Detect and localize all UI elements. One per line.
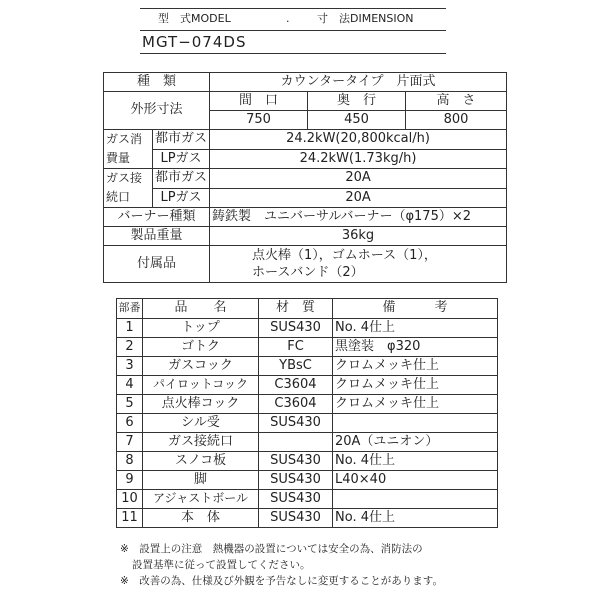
weight-label: 製品重量 (104, 227, 210, 246)
note-installation: ※ 設置上の注意 熱機器の設置については安全の為、消防法の (120, 543, 423, 555)
spec-row-weight (104, 227, 507, 246)
connection-city-value: 20A (210, 169, 507, 189)
spec-table (103, 72, 507, 283)
header-remarks: 備 考 (333, 299, 498, 319)
remarks: クロムメッキ仕上 (333, 376, 498, 395)
spec-row-connection-city (104, 169, 507, 189)
part-no: 6 (117, 414, 143, 433)
part-name: 脚 (143, 471, 259, 490)
part-name: ガスコック (143, 357, 259, 376)
header-mid-rule (140, 30, 446, 31)
city-gas-label: 都市ガス (153, 130, 210, 150)
table-row (117, 452, 498, 471)
table-row (117, 338, 498, 357)
note-installation-cont: 設置基準に従って設置してください。 (132, 559, 311, 571)
table-row (117, 471, 498, 490)
header-part-name: 品 名 (143, 299, 259, 319)
part-name: 本 体 (143, 509, 259, 528)
consumption-city-value: 24.2kW(20,800kcal/h) (210, 130, 507, 150)
parts-table (116, 298, 498, 528)
material (259, 433, 333, 452)
part-name: アジャストボール (143, 490, 259, 509)
table-row (117, 357, 498, 376)
accessories-label: 付属品 (104, 246, 210, 283)
part-name: 点火棒コック (143, 395, 259, 414)
city-gas-label-2: 都市ガス (153, 169, 210, 189)
gas-consumption-label: ガス消費量 (104, 130, 153, 169)
table-row (117, 490, 498, 509)
material: FC (259, 338, 333, 357)
dims-height-value: 800 (406, 111, 507, 130)
part-no: 10 (117, 490, 143, 509)
accessories-line-2: ホースバンド（2） (252, 265, 364, 280)
table-row (117, 395, 498, 414)
remarks: L40×40 (333, 471, 498, 490)
connection-lp-value: 20A (210, 188, 507, 208)
dimension-label: 寸 法DIMENSION (317, 12, 414, 25)
material: SUS430 (259, 509, 333, 528)
header-row (140, 10, 446, 28)
model-label: 型 式MODEL (158, 12, 231, 25)
material: C3604 (259, 395, 333, 414)
dims-width-value: 750 (210, 111, 308, 130)
dims-label: 外形寸法 (104, 92, 210, 130)
remarks: No. 4仕上 (333, 452, 498, 471)
table-row (117, 319, 498, 338)
part-no: 7 (117, 433, 143, 452)
header-material: 材 質 (259, 299, 333, 319)
dims-depth-label: 奥 行 (308, 92, 406, 111)
type-value: カウンタータイプ 片面式 (210, 73, 507, 92)
lp-gas-label-2: LPガス (153, 188, 210, 208)
model-number: MGT−074DS (142, 33, 247, 51)
note-changes: ※ 改善の為、仕様及び外観を予告なしに変更することがあります。 (120, 575, 443, 587)
burner-label: バーナー種類 (104, 208, 210, 227)
parts-header-row (117, 299, 498, 319)
remarks: No. 4仕上 (333, 319, 498, 338)
part-no: 9 (117, 471, 143, 490)
spec-row-connection-lp (104, 188, 507, 208)
remarks: 黒塗装 φ320 (333, 338, 498, 357)
table-row (117, 414, 498, 433)
material: C3604 (259, 376, 333, 395)
lp-gas-label: LPガス (153, 149, 210, 169)
part-no: 11 (117, 509, 143, 528)
table-row (117, 376, 498, 395)
part-no: 4 (117, 376, 143, 395)
gas-connection-label: ガス接続口 (104, 169, 153, 208)
part-name: ゴトク (143, 338, 259, 357)
table-row (117, 433, 498, 452)
material: SUS430 (259, 471, 333, 490)
part-no: 2 (117, 338, 143, 357)
accessories-line-1: 点火棒（1），ゴムホース（1）， (252, 248, 437, 263)
spec-row-type (104, 73, 507, 92)
header-bottom-rule (140, 53, 446, 54)
part-name: トップ (143, 319, 259, 338)
part-no: 1 (117, 319, 143, 338)
header-top-rule (140, 8, 446, 9)
material: YBsC (259, 357, 333, 376)
remarks (333, 414, 498, 433)
accessories-value (210, 246, 507, 283)
part-name: パイロットコック (143, 376, 259, 395)
material: SUS430 (259, 490, 333, 509)
dims-height-label: 高 さ (406, 92, 507, 111)
part-name: スノコ板 (143, 452, 259, 471)
spec-row-burner (104, 208, 507, 227)
dims-depth-value: 450 (308, 111, 406, 130)
consumption-lp-value: 24.2kW(1.73kg/h) (210, 149, 507, 169)
remarks: クロムメッキ仕上 (333, 357, 498, 376)
remarks: 20A（ユニオン） (333, 433, 498, 452)
remarks: No. 4仕上 (333, 509, 498, 528)
material: SUS430 (259, 414, 333, 433)
material: SUS430 (259, 452, 333, 471)
part-name: ガス接続口 (143, 433, 259, 452)
table-row (117, 509, 498, 528)
spec-row-consumption-city (104, 130, 507, 150)
part-name: シル受 (143, 414, 259, 433)
material: SUS430 (259, 319, 333, 338)
dims-width-label: 間 口 (210, 92, 308, 111)
remarks: クロムメッキ仕上 (333, 395, 498, 414)
header-part-no: 部番 (117, 299, 143, 319)
spec-row-consumption-lp (104, 149, 507, 169)
type-label: 種 類 (104, 73, 210, 92)
spec-row-accessories (104, 246, 507, 283)
burner-value: 鋳鉄製 ユニバーサルバーナー（φ175）×2 (210, 208, 507, 227)
part-no: 5 (117, 395, 143, 414)
part-no: 8 (117, 452, 143, 471)
remarks (333, 490, 498, 509)
weight-value: 36kg (210, 227, 507, 246)
part-no: 3 (117, 357, 143, 376)
spec-row-dims-header (104, 92, 507, 111)
header-separator: . (286, 12, 290, 25)
